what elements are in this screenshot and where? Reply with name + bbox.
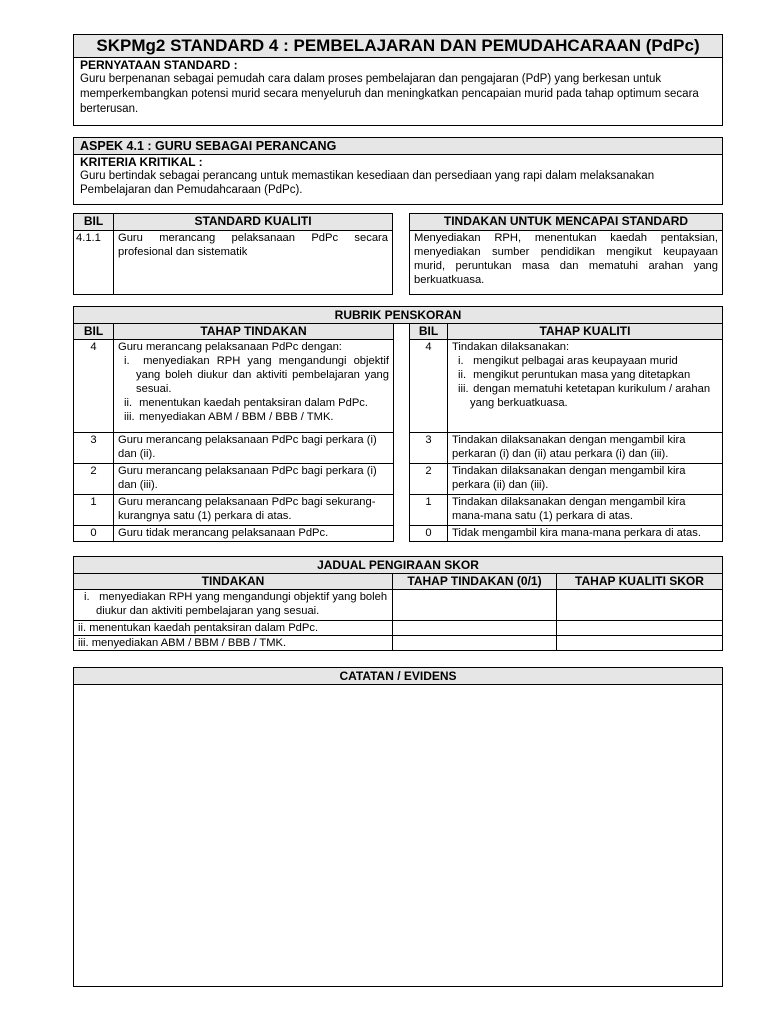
rubric-kualiti-item: i. mengikut pelbagai aras keupayaan murid xyxy=(458,355,678,367)
rubric-bil-t: 0 xyxy=(74,526,114,542)
rubric-kualiti-item: ii. mengikut peruntukan masa yang ditetapkan xyxy=(458,369,691,381)
criteria-label: KRITERIA KRITIKAL : xyxy=(80,155,203,169)
rubric-bil-k: 1 xyxy=(410,495,448,526)
rubric-tindakan-intro: Guru merancang pelaksanaan PdPc dengan: xyxy=(118,341,342,353)
rubric-col-bil-k: BIL xyxy=(410,324,448,340)
score-tindakan-cell: iii. menyediakan ABM / BBM / BBB / TMK. xyxy=(74,636,393,651)
score-tindakan-cell: i. menyediakan RPH yang mengandungi objektif yang boleh diukur dan aktiviti pembelajaran yang sesuai. xyxy=(74,590,393,621)
score-tahap-kualiti-input[interactable] xyxy=(557,621,723,636)
score-col-tahap-tindakan: TAHAP TINDAKAN (0/1) xyxy=(393,574,557,590)
rubric-bil-t: 3 xyxy=(74,433,114,464)
rubric-bil-k: 4 xyxy=(410,340,448,433)
quality-standard-table xyxy=(73,213,393,295)
rubric-bil-t: 1 xyxy=(74,495,114,526)
rubric-kualiti-cell xyxy=(448,340,723,433)
rubric-bil-t: 4 xyxy=(74,340,114,433)
rubric-row xyxy=(74,495,723,526)
action-header: TINDAKAN UNTUK MENCAPAI STANDARD xyxy=(410,214,723,231)
rubric-row xyxy=(74,464,723,495)
quality-col-bil: BIL xyxy=(74,214,114,231)
rubric-row xyxy=(74,433,723,464)
aspect-block xyxy=(73,137,723,205)
rubric-block xyxy=(73,306,723,542)
rubric-kualiti-item: iii. dengan mematuhi ketetapan kurikulum / arahan yang berkuatkuasa. xyxy=(458,383,711,409)
aspect-title: ASPEK 4.1 : GURU SEBAGAI PERANCANG xyxy=(74,138,722,155)
notes-area[interactable] xyxy=(74,685,722,987)
standard-title: SKPMg2 STANDARD 4 : PEMBELAJARAN DAN PEMUDAHCARAAN (PdPc) xyxy=(74,35,722,58)
rubric-tindakan-item: i. menyediakan RPH yang mengandungi objektif yang boleh diukur dan aktiviti pembelajaran yang sesuai. xyxy=(124,355,390,395)
action-text: Menyediakan RPH, menentukan kaedah pentaksian, menyediakan sumber pendidikan mengikut keupayaan murid, peruntukan masa dan mematuhi arahan yang berkuatkuasa. xyxy=(410,231,723,295)
rubric-tindakan-text: Guru merancang pelaksanaan PdPc bagi perkara (i) dan (ii). xyxy=(114,433,394,464)
rubric-bil-k: 0 xyxy=(410,526,448,542)
rubric-row xyxy=(74,526,723,542)
rubric-kualiti-text: Tindakan dilaksanakan dengan mengambil kira perkara (ii) dan (iii). xyxy=(448,464,723,495)
score-table xyxy=(73,574,723,651)
rubric-kualiti-text: Tidak mengambil kira mana-mana perkara di atas. xyxy=(448,526,723,542)
score-row xyxy=(74,621,723,636)
score-tindakan-cell: ii. menentukan kaedah pentaksiran dalam PdPc. xyxy=(74,621,393,636)
rubric-kualiti-text: Tindakan dilaksanakan dengan mengambil kira perkaran (i) dan (ii) atau perkara (i) dan (iii). xyxy=(448,433,723,464)
quality-col-standard: STANDARD KUALITI xyxy=(114,214,393,231)
rubric-bil-t: 2 xyxy=(74,464,114,495)
rubric-bil-k: 2 xyxy=(410,464,448,495)
score-col-tahap-kualiti: TAHAP KUALITI SKOR xyxy=(557,574,723,590)
quality-text: Guru merancang pelaksanaan PdPc secara profesional dan sistematik xyxy=(114,231,393,295)
rubric-tindakan-cell xyxy=(114,340,394,433)
quality-bil: 4.1.1 xyxy=(74,231,114,295)
statement-label: PERNYATAAN STANDARD : xyxy=(80,58,238,72)
score-row xyxy=(74,590,723,621)
standard-block xyxy=(73,34,723,126)
action-table xyxy=(409,213,723,295)
rubric-table xyxy=(73,324,723,542)
rubric-col-tindakan: TAHAP TINDAKAN xyxy=(114,324,394,340)
notes-block xyxy=(73,667,723,987)
score-block xyxy=(73,556,723,651)
rubric-title: RUBRIK PENSKORAN xyxy=(73,306,723,324)
rubric-tindakan-text: Guru merancang pelaksanaan PdPc bagi sekurang-kurangnya satu (1) perkara di atas. xyxy=(114,495,394,526)
rubric-tindakan-text: Guru tidak merancang pelaksanaan PdPc. xyxy=(114,526,394,542)
score-col-tindakan: TINDAKAN xyxy=(74,574,393,590)
rubric-kualiti-text: Tindakan dilaksanakan dengan mengambil kira mana-mana satu (1) perkara di atas. xyxy=(448,495,723,526)
score-tahap-tindakan-input[interactable] xyxy=(393,636,557,651)
rubric-col-bil-t: BIL xyxy=(74,324,114,340)
score-title: JADUAL PENGIRAAN SKOR xyxy=(73,556,723,574)
rubric-tindakan-item: ii. menentukan kaedah pentaksiran dalam PdPc. xyxy=(124,397,368,409)
score-tahap-tindakan-input[interactable] xyxy=(393,590,557,621)
rubric-col-kualiti: TAHAP KUALITI xyxy=(448,324,723,340)
statement-text: Guru berpenanan sebagai pemudah cara dalam proses pembelajaran dan pengajaran (PdP) yang berkesan untuk memperkembangkan potensi murid secara menyeluruh dan meningkatkan pencapaian murid pada tahap optimum secara berterusan. xyxy=(80,73,699,115)
score-tahap-kualiti-input[interactable] xyxy=(557,590,723,621)
rubric-row xyxy=(74,340,723,433)
score-tahap-tindakan-input[interactable] xyxy=(393,621,557,636)
notes-title: CATATAN / EVIDENS xyxy=(74,668,722,685)
rubric-tindakan-item: iii. menyediakan ABM / BBM / BBB / TMK. xyxy=(124,411,334,423)
rubric-bil-k: 3 xyxy=(410,433,448,464)
rubric-tindakan-text: Guru merancang pelaksanaan PdPc bagi perkara (i) dan (iii). xyxy=(114,464,394,495)
rubric-gap xyxy=(394,324,410,340)
rubric-kualiti-intro: Tindakan dilaksanakan: xyxy=(452,341,570,353)
score-row xyxy=(74,636,723,651)
criteria-text: Guru bertindak sebagai perancang untuk memastikan kesediaan dan persediaan yang rapi dalam melaksanakan Pembelajaran dan Pemudahcaraan (PdPc). xyxy=(80,170,655,196)
score-tahap-kualiti-input[interactable] xyxy=(557,636,723,651)
